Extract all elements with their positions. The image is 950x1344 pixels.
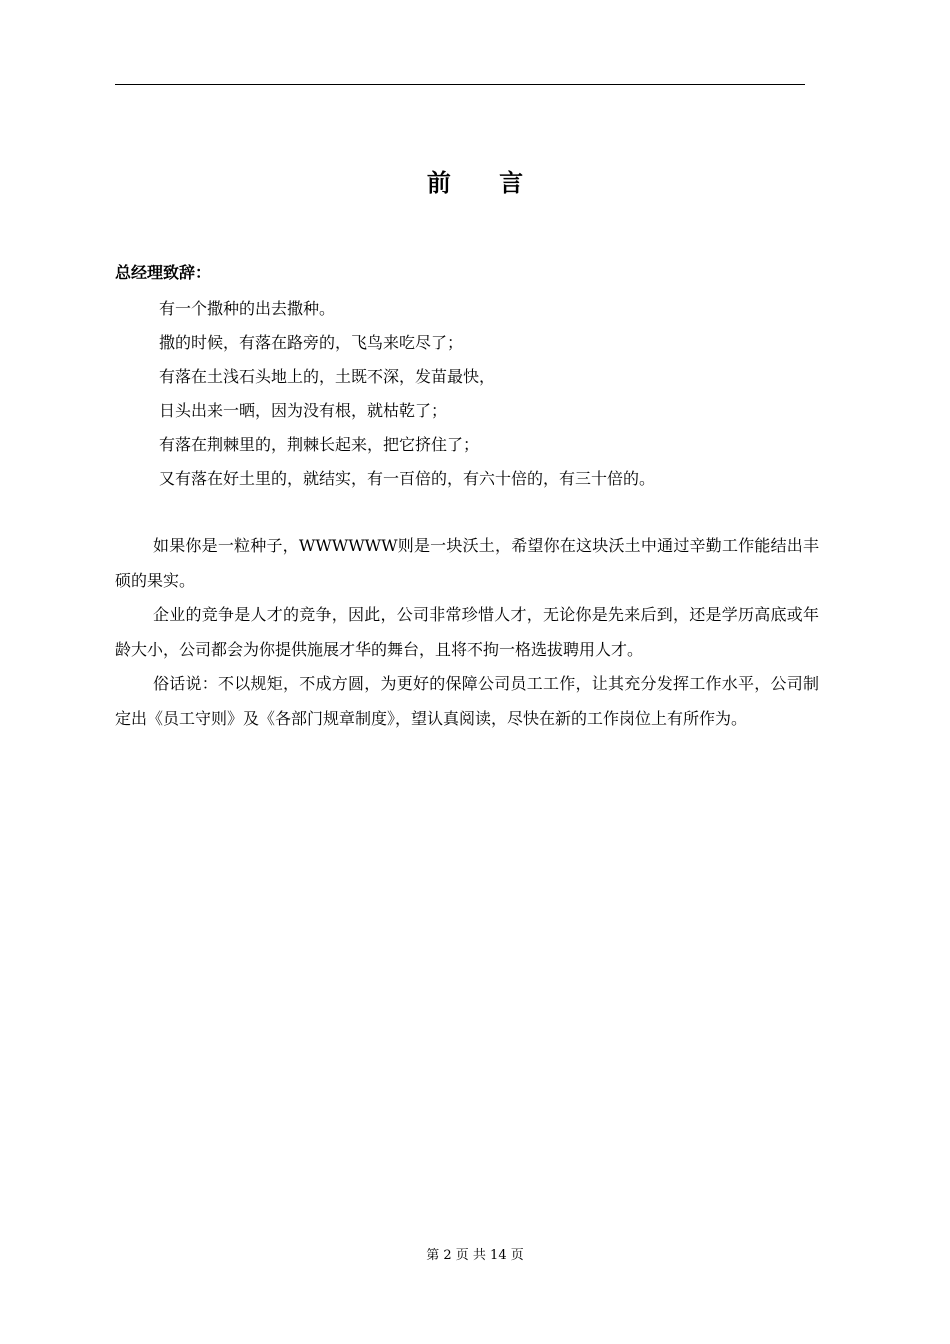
- verse-line: 有一个撒种的出去撒种。: [159, 299, 336, 318]
- verse-line: 又有落在好土里的，就结实，有一百倍的，有六十倍的，有三十倍的。: [159, 469, 656, 488]
- verse-line: 有落在荆棘里的，荆棘长起来，把它挤住了；: [159, 435, 480, 454]
- body-paragraph: 如果你是一粒种子，WWWWWW则是一块沃土，希望你在这块沃土中通过辛勤工作能结出丰硕的果实。: [115, 536, 819, 590]
- page-title: 前 言: [426, 169, 544, 197]
- section-heading: 总经理致辞：: [115, 263, 212, 282]
- header-rule: [115, 84, 805, 85]
- verse-line: 日头出来一晒，因为没有根，就枯乾了；: [159, 401, 448, 420]
- body-paragraph: 企业的竞争是人才的竞争，因此，公司非常珍惜人才，无论你是先来后到，还是学历高底或年龄大小，公司都会为你提供施展才华的舞台，且将不拘一格选拔聘用人才。: [115, 605, 819, 659]
- verse-line: 撒的时候，有落在路旁的，飞鸟来吃尽了；: [159, 333, 464, 352]
- verse-line: 有落在土浅石头地上的，土既不深，发苗最快，: [159, 367, 496, 386]
- body-text: [115, 529, 819, 736]
- verse-block: [159, 292, 655, 496]
- body-paragraph: 俗话说：不以规矩，不成方圆，为更好的保障公司员工工作，让其充分发挥工作水平，公司制定出《员工守则》及《各部门规章制度》，望认真阅读，尽快在新的工作岗位上有所作为。: [115, 674, 819, 728]
- page-footer: 第 2 页 共 14 页: [426, 1248, 524, 1263]
